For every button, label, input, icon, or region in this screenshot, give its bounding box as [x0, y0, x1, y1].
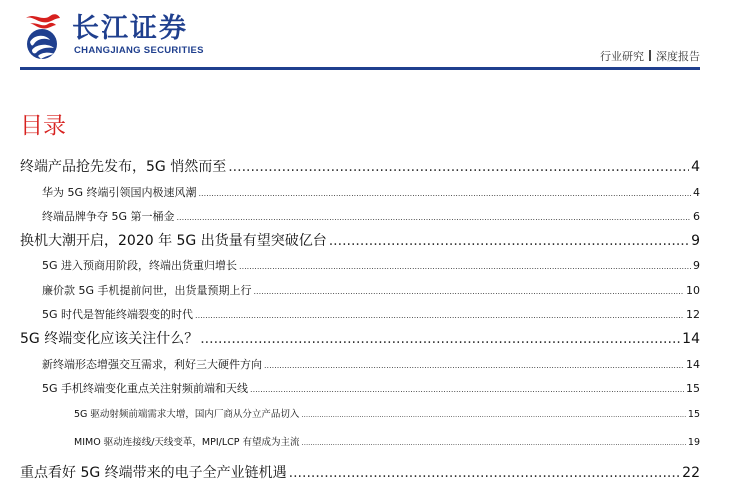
- toc-page-number: 22: [682, 465, 700, 481]
- toc-entry-level2[interactable]: [42, 380, 700, 396]
- toc-entry-level3[interactable]: [74, 434, 700, 448]
- toc-entry-text: 5G 进入预商用阶段，终端出货重归增长: [42, 259, 238, 272]
- toc-entry-level2[interactable]: [42, 306, 700, 322]
- toc-page-number: 14: [682, 331, 700, 347]
- toc-entry-level2[interactable]: [42, 257, 700, 273]
- toc-leader-dots: [199, 189, 691, 198]
- toc-entry-level3[interactable]: [74, 406, 700, 420]
- report-type-label: [600, 48, 700, 64]
- toc-page-number: 19: [687, 437, 700, 448]
- toc-title: 目录: [20, 113, 66, 139]
- toc-page-number: 4: [693, 186, 700, 199]
- toc-page-number: 15: [687, 409, 700, 420]
- toc-leader-dots: [254, 287, 684, 296]
- toc-page-number: 6: [693, 210, 700, 223]
- toc-entry-text: 华为 5G 终端引领国内极速风潮: [42, 186, 197, 199]
- toc-entry-level2[interactable]: [42, 356, 700, 372]
- toc-page-number: 9: [691, 233, 700, 249]
- header-divider: [20, 67, 700, 70]
- toc-page-number: 4: [691, 159, 700, 175]
- toc-entry-text: 5G 手机终端变化重点关注射频前端和天线: [42, 382, 249, 395]
- toc-leader-dots: [239, 262, 691, 271]
- toc-leader-dots: [302, 439, 686, 447]
- toc-page-number: 10: [686, 284, 700, 297]
- toc-page-number: 15: [686, 382, 700, 395]
- toc-leader-dots: [289, 465, 681, 481]
- toc-entry-level2[interactable]: [42, 282, 700, 298]
- toc-entry-level1[interactable]: [20, 462, 700, 482]
- toc-entry-level1[interactable]: [20, 156, 700, 176]
- toc-leader-dots: [200, 331, 680, 347]
- toc-entry-text: 重点看好 5G 终端带来的电子全产业链机遇: [20, 465, 287, 481]
- toc-leader-dots: [264, 361, 684, 370]
- toc-entry-level2[interactable]: [42, 184, 700, 200]
- toc-entry-text: 5G 时代是智能终端裂变的时代: [42, 308, 194, 321]
- logo-chinese-name: 长江证券: [72, 13, 188, 44]
- toc-entry-text: MIMO 驱动连接线/天线变革，MPI/LCP 有望成为主流: [74, 437, 300, 448]
- toc-entry-level1[interactable]: [20, 230, 700, 250]
- toc-leader-dots: [250, 385, 684, 394]
- report-category: 行业研究: [600, 50, 644, 63]
- toc-entry-text: 终端产品抢先发布，5G 悄然而至: [20, 159, 227, 175]
- toc-entry-level2[interactable]: [42, 208, 700, 224]
- logo-english-name: CHANGJIANG SECURITIES: [74, 45, 204, 56]
- toc-leader-dots: [228, 159, 689, 175]
- separator-bar: [649, 50, 651, 61]
- toc-leader-dots: [301, 411, 685, 419]
- toc-leader-dots: [329, 233, 689, 249]
- toc-entry-text: 廉价款 5G 手机提前问世，出货量预期上行: [42, 284, 252, 297]
- toc-entry-text: 5G 驱动射频前端需求大增，国内厂商从分立产品切入: [74, 409, 300, 420]
- toc-leader-dots: [195, 311, 684, 320]
- changjiang-logo-icon: [20, 12, 68, 62]
- toc-entry-text: 5G 终端变化应该关注什么？: [20, 331, 199, 347]
- company-logo: [20, 10, 210, 62]
- toc-entry-text: 换机大潮开启，2020 年 5G 出货量有望突破亿台: [20, 233, 327, 249]
- toc-page-number: 9: [693, 259, 700, 272]
- toc-page-number: 14: [686, 358, 700, 371]
- toc-entry-text: 新终端形态增强交互需求，利好三大硬件方向: [42, 358, 262, 371]
- toc-leader-dots: [177, 213, 691, 222]
- page-header: [0, 0, 729, 72]
- toc-entry-level1[interactable]: [20, 328, 700, 348]
- toc-page-number: 12: [686, 308, 700, 321]
- toc-entry-text: 终端品牌争夺 5G 第一桶金: [42, 210, 175, 223]
- report-subtype: 深度报告: [656, 50, 700, 63]
